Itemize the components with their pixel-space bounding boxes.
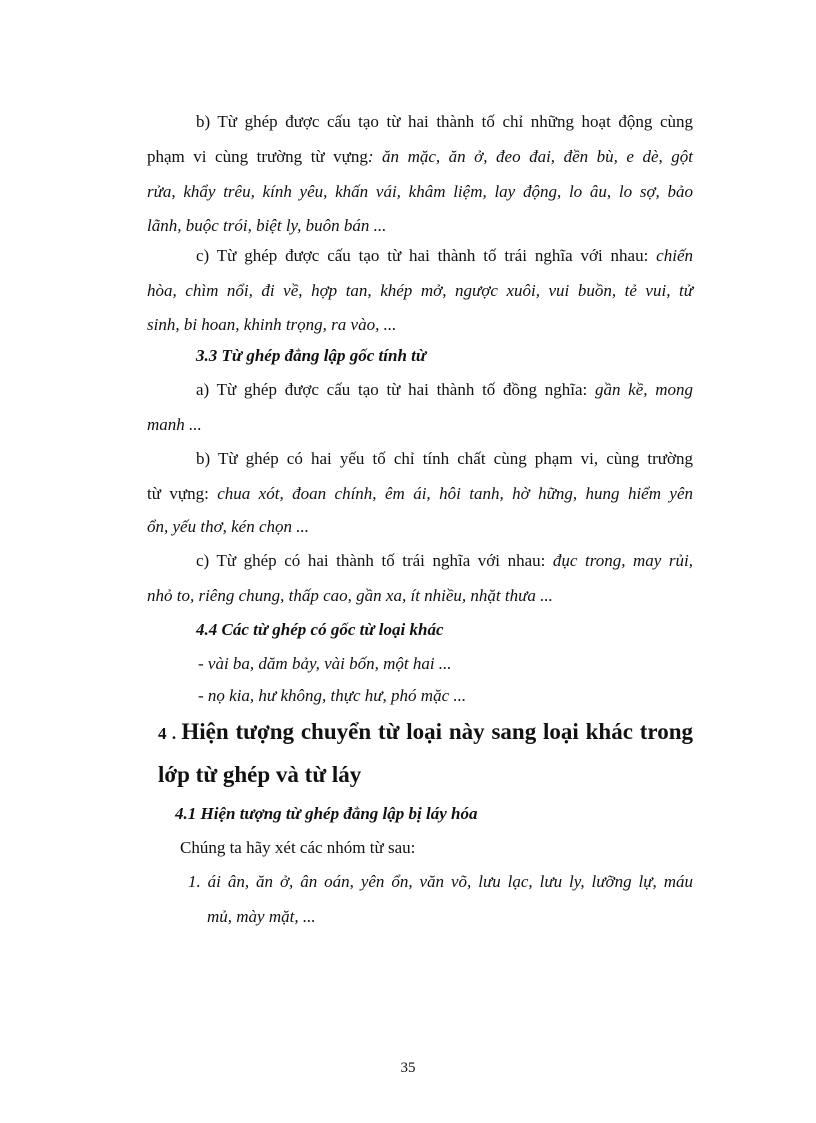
para-c-line-1: c) Từ ghép được cấu tạo từ hai thành tố trái nghĩa với nhau: chiến xyxy=(196,246,693,265)
heading-4-line-2: lớp từ ghép và từ láy xyxy=(158,762,362,787)
para-c-line-2: hòa, chìm nổi, đi về, hợp tan, khép mở, ngược xuôi, vui buồn, tẻ vui, tử xyxy=(147,281,693,300)
heading-4-number: 4 . xyxy=(158,724,182,743)
para-b-line-3: rửa, khẩy trêu, kính yêu, khấn vái, khâm liệm, lay động, lo âu, lo sợ, bảo xyxy=(147,182,693,201)
heading-4-line-1: 4 . Hiện tượng chuyển từ loại này sang loại khác trong xyxy=(158,719,693,744)
para-b-line-4: lãnh, buộc trói, biệt ly, buôn bán ... xyxy=(147,216,387,235)
heading-4-1: 4.1 Hiện tượng từ ghép đẳng lập bị láy hóa xyxy=(175,804,478,823)
para-c-line-3: sinh, bi hoan, khinh trọng, ra vào, ... xyxy=(147,315,397,334)
heading-3-3: 3.3 Từ ghép đẳng lập gốc tính từ xyxy=(196,346,427,365)
page-number: 35 xyxy=(400,1060,416,1076)
numbered-item-1-line-2: mủ, mày mặt, ... xyxy=(207,907,316,926)
list-item: - nọ kia, hư không, thực hư, phó mặc ... xyxy=(198,686,467,705)
list-item: - vài ba, dăm bảy, vài bốn, một hai ... xyxy=(198,654,452,673)
para-b2-line-3: ổn, yếu thơ, kén chọn ... xyxy=(147,517,310,536)
para-c2-line-1: c) Từ ghép có hai thành tố trái nghĩa với nhau: đục trong, may rủi, xyxy=(196,551,693,570)
heading-4-4: 4.4 Các từ ghép có gốc từ loại khác xyxy=(196,620,444,639)
para-b2-line-1: b) Từ ghép có hai yếu tố chỉ tính chất cùng phạm vi, cùng trường xyxy=(196,449,693,468)
numbered-item-1-line-1: 1. ái ân, ăn ở, ân oán, yên ổn, văn võ, lưu lạc, lưu ly, lưỡng lự, máu xyxy=(188,872,693,891)
para-b-line-2: phạm vi cùng trường từ vựng: ăn mặc, ăn ở, đeo đai, đền bù, e dè, gột xyxy=(147,147,694,166)
para-a-line-2: manh ... xyxy=(147,415,202,434)
para-b2-line-2: từ vựng: chua xót, đoan chính, êm ái, hôi tanh, hờ hững, hung hiểm yên xyxy=(147,484,694,503)
para-b-line-1: b) Từ ghép được cấu tạo từ hai thành tố chỉ những hoạt động cùng xyxy=(196,112,693,131)
intro-paragraph: Chúng ta hãy xét các nhóm từ sau: xyxy=(180,838,416,857)
para-c2-line-2: nhỏ to, riêng chung, thấp cao, gần xa, ít nhiều, nhặt thưa ... xyxy=(147,586,553,605)
para-a-line-1: a) Từ ghép được cấu tạo từ hai thành tố đồng nghĩa: gần kề, mong xyxy=(196,380,694,399)
